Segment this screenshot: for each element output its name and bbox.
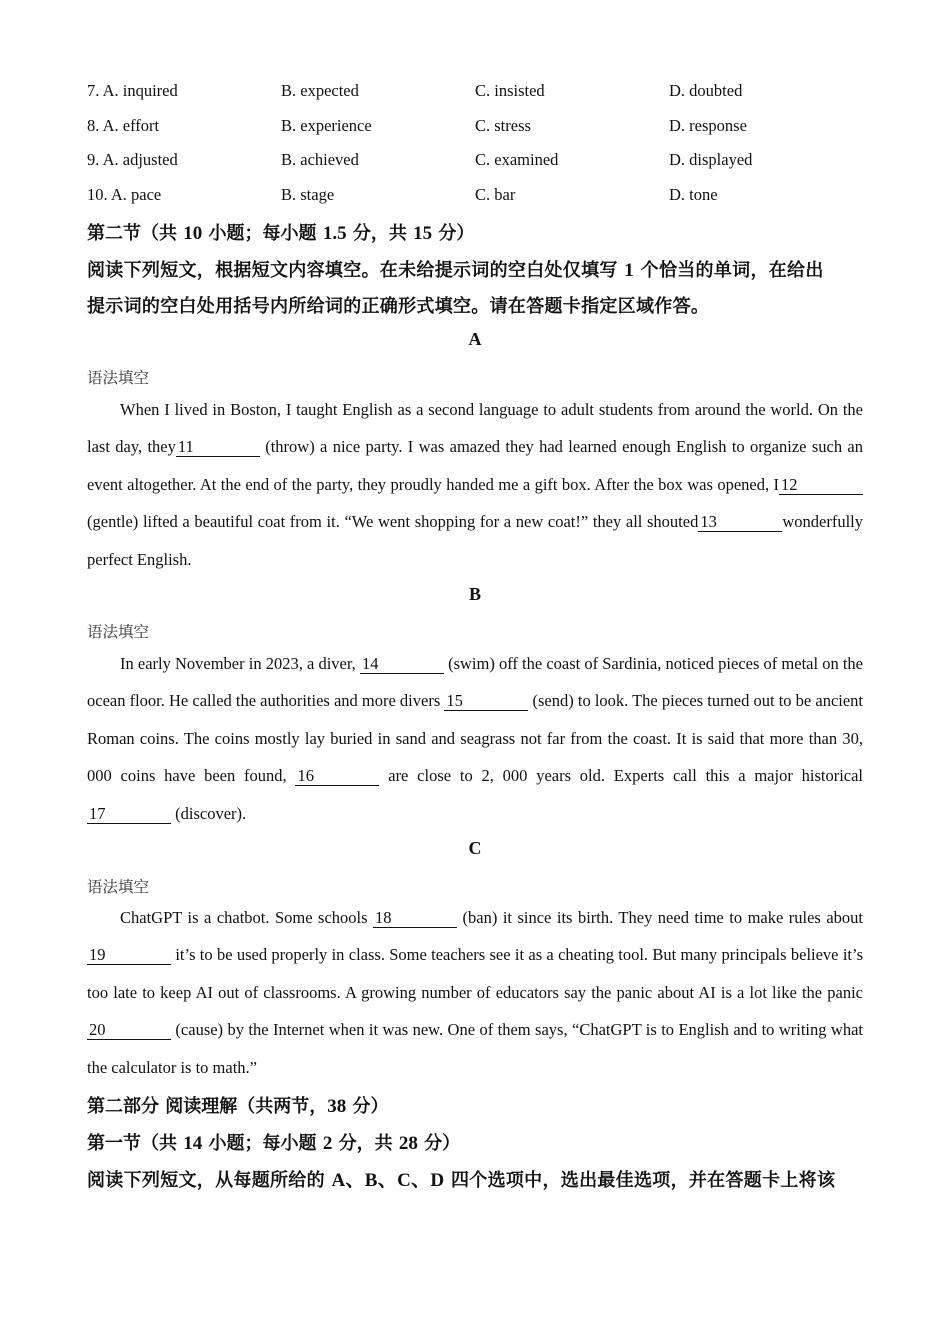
section-heading: 第二节（共 10 小题；每小题 1.5 分，共 15 分） — [87, 223, 475, 244]
passage-a-subtitle: 语法填空 — [87, 369, 150, 387]
question-7-options — [87, 81, 867, 105]
passage-a-text: When I lived in Boston, I taught English as a second language to adult students from around the world. On the last day, they 11 (throw) a nice party. I was amazed they had learned enough English to organize such an event altogether. At the end of the party, they proudly handed me a gift box. After the box was opened, I 12 (gentle) lifted a beautiful coat from it. “We went shopping for a new coat!” they all shouted 13 wonderfully perfect English. — [87, 400, 863, 569]
blank-19[interactable]: 19 — [87, 946, 171, 965]
blank-20[interactable]: 20 — [87, 1021, 171, 1040]
part-heading: 第二部分 阅读理解（共两节，38 分） — [87, 1096, 389, 1117]
blank-15[interactable]: 15 — [444, 692, 528, 711]
option-c: C. stress — [475, 116, 531, 135]
passage-c-label: C — [468, 838, 482, 858]
blank-16[interactable]: 16 — [295, 767, 379, 786]
option-c: C. insisted — [475, 81, 545, 100]
passage-c-subtitle: 语法填空 — [87, 878, 150, 896]
question-8-options — [87, 116, 867, 140]
blank-18[interactable]: 18 — [373, 909, 457, 928]
option-a: 7. A. inquired — [87, 81, 178, 100]
section-instruction-line-2: 提示词的空白处用括号内所给词的正确形式填空。请在答题卡指定区域作答。 — [87, 296, 710, 317]
option-a: 10. A. pace — [87, 185, 162, 204]
blank-14[interactable]: 14 — [360, 655, 444, 674]
option-b: B. achieved — [281, 150, 359, 169]
option-d: D. doubted — [669, 81, 743, 100]
blank-17[interactable]: 17 — [87, 805, 171, 824]
option-d: D. tone — [669, 185, 718, 204]
option-a: 8. A. effort — [87, 116, 160, 135]
blank-11[interactable]: 11 — [176, 438, 260, 457]
option-c: C. bar — [475, 185, 516, 204]
blank-13[interactable]: 13 — [698, 513, 782, 532]
option-d: D. response — [669, 116, 747, 135]
option-c: C. examined — [475, 150, 559, 169]
option-d: D. displayed — [669, 150, 753, 169]
question-10-options — [87, 185, 867, 209]
option-a: 9. A. adjusted — [87, 150, 178, 169]
passage-b-text: In early November in 2023, a diver, 14 (swim) off the coast of Sardinia, noticed pieces of metal on the ocean floor. He called the authorities and more divers 15 (send) to look. The pieces turned out to be ancient Roman coins. The coins mostly lay buried in sand and seagrass not far from the coast. It is said that more than 30, 000 coins have been found, 16 are close to 2, 000 years old. Experts call this a major historical 17 (discover). — [87, 654, 864, 823]
subsection-instruction: 阅读下列短文，从每题所给的 A、B、C、D 四个选项中，选出最佳选项，并在答题卡上将该 — [87, 1170, 836, 1191]
section-instruction-line-1: 阅读下列短文，根据短文内容填空。在未给提示词的空白处仅填写 1 个恰当的单词，在给出 — [87, 260, 824, 281]
subsection-heading: 第一节（共 14 小题；每小题 2 分，共 28 分） — [87, 1133, 461, 1154]
passage-a-label: A — [468, 329, 482, 349]
passage-b-subtitle: 语法填空 — [87, 623, 150, 641]
passage-b-label: B — [468, 584, 481, 604]
question-9-options — [87, 150, 867, 174]
passage-c-text: ChatGPT is a chatbot. Some schools 18 (ban) it since its birth. They need time to make rules about 19 it’s to be used properly in class. Some teachers see it as a cheating tool. But many principals believe it’s too late to keep AI out of classrooms. A growing number of educators say the panic about AI is a lot like the panic 20 (cause) by the Internet when it was new. One of them says, “ChatGPT is to English and to writing what the calculator is to math.” — [87, 908, 863, 1077]
blank-12[interactable]: 12 — [779, 476, 863, 495]
option-b: B. experience — [281, 116, 372, 135]
option-b: B. stage — [281, 185, 335, 204]
option-b: B. expected — [281, 81, 359, 100]
